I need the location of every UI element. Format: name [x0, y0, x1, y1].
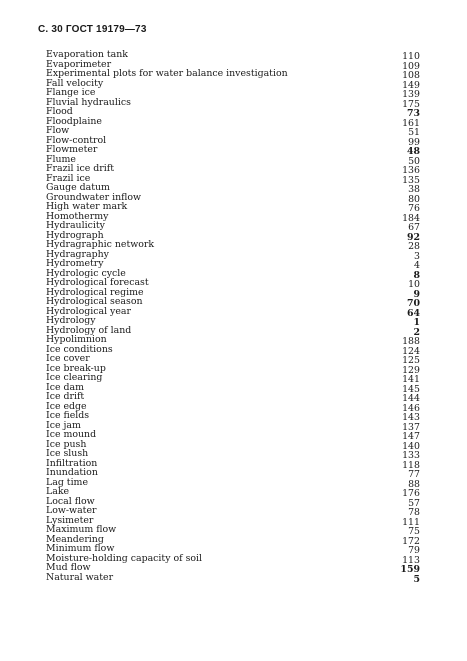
index-term-number: 135	[402, 174, 420, 186]
index-term-number: 111	[402, 516, 420, 528]
index-term: Groundwater inflow	[46, 191, 142, 203]
index-term: Hydragraphy	[46, 248, 109, 260]
index-term: Ice edge	[46, 400, 87, 412]
index-term-number: 51	[408, 127, 420, 138]
index-row	[38, 79, 420, 89]
index-term: Mud flow	[46, 562, 91, 573]
index-term-number: 78	[408, 507, 420, 518]
index-term-number: 92	[406, 231, 420, 243]
index-term-number: 113	[402, 554, 420, 566]
index-term-number: 188	[402, 336, 420, 347]
index-row	[38, 117, 420, 127]
index-term-number: 64	[406, 307, 420, 319]
index-term-number: 149	[402, 79, 420, 91]
index-row	[38, 506, 420, 516]
index-term-number: 38	[408, 184, 420, 195]
index-term: Minimum flow	[46, 543, 115, 554]
index-term-number: 75	[408, 526, 420, 537]
index-term: Hydrologic cycle	[46, 267, 126, 279]
index-term: Evaporation tank	[46, 49, 128, 60]
index-term: Hydrological forecast	[46, 277, 149, 288]
index-row	[38, 402, 420, 412]
index-term-number: 136	[402, 165, 420, 176]
index-term-number: 8	[413, 269, 420, 281]
index-term-number: 73	[406, 108, 420, 119]
index-term-number: 48	[406, 146, 420, 157]
index-term: Flow	[46, 125, 70, 136]
index-term-number: 50	[408, 155, 420, 167]
index-term: Hydrological year	[46, 305, 131, 317]
index-term-number: 133	[402, 450, 420, 461]
index-term: Ice cover	[46, 353, 90, 364]
index-term: Hydraulicity	[46, 220, 105, 231]
index-term: Natural water	[46, 571, 114, 583]
index-term: Flume	[46, 153, 76, 165]
index-row	[38, 145, 420, 155]
index-term-number: 28	[408, 241, 420, 252]
index-term-number: 184	[402, 212, 420, 224]
index-term-number: 145	[402, 383, 420, 395]
index-term-number: 76	[408, 203, 420, 214]
term-index-list	[38, 49, 420, 585]
index-term-number: 79	[408, 545, 420, 556]
index-row	[38, 478, 420, 488]
index-row	[38, 573, 420, 583]
index-term: Inundation	[46, 467, 98, 478]
index-row	[38, 383, 420, 393]
index-term-number: 129	[402, 364, 420, 376]
index-term-number: 143	[402, 412, 420, 423]
index-term-number: 176	[402, 488, 420, 499]
index-term-number: 108	[402, 70, 420, 81]
index-term-number: 4	[414, 260, 420, 271]
index-term: Ice slush	[46, 448, 89, 459]
index-term: Fall velocity	[46, 77, 104, 89]
index-term-number: 137	[402, 421, 420, 433]
index-term-number: 77	[408, 469, 420, 480]
index-term: High water mark	[46, 201, 128, 212]
index-term: Hydrology of land	[46, 324, 132, 336]
index-row	[38, 430, 420, 440]
index-term: Flood	[46, 106, 73, 117]
index-term-number: 5	[413, 573, 420, 585]
page-header: С. 30 ГОСТ 19179—73	[38, 24, 147, 35]
index-term: Frazil ice drift	[46, 163, 114, 174]
index-row	[38, 392, 420, 402]
index-term-number: 1	[413, 317, 420, 328]
index-term: Ice mound	[46, 429, 97, 440]
index-term-number: 140	[402, 440, 420, 452]
index-term: Homothermy	[46, 210, 109, 222]
index-term-number: 99	[408, 136, 420, 148]
index-term: Meandering	[46, 533, 104, 545]
index-term-number: 9	[413, 288, 420, 300]
index-term: Moisture-holding capacity of soil	[46, 552, 203, 564]
index-term: Ice break-up	[46, 362, 106, 374]
index-row	[38, 554, 420, 564]
index-row	[38, 345, 420, 355]
index-term: Hydrograph	[46, 229, 104, 241]
index-term-number: 161	[402, 117, 420, 129]
index-term: Infiltration	[46, 457, 98, 469]
index-term-number: 172	[402, 535, 420, 547]
index-term-number: 57	[408, 497, 420, 509]
index-term-number: 109	[402, 60, 420, 72]
index-term-number: 3	[414, 250, 420, 262]
index-term: Ice drift	[46, 391, 85, 402]
index-term-number: 124	[402, 345, 420, 357]
index-term: Hypolimnion	[46, 334, 107, 345]
index-term: Lysimeter	[46, 514, 94, 526]
index-term-number: 144	[402, 393, 420, 404]
index-term-number: 175	[402, 98, 420, 110]
index-term: Ice fields	[46, 410, 90, 421]
index-term-number: 125	[402, 355, 420, 366]
index-term-number: 146	[402, 402, 420, 414]
index-term: Hydrometry	[46, 258, 104, 269]
index-term: Ice jam	[46, 419, 81, 431]
index-row	[38, 440, 420, 450]
index-term: Hydrological season	[46, 296, 143, 307]
index-term: Hydrological regime	[46, 286, 144, 298]
index-term-number: 118	[402, 459, 420, 471]
index-term-number: 2	[413, 326, 420, 338]
index-row	[38, 411, 420, 421]
index-term: Ice push	[46, 438, 87, 450]
index-term: Frazil ice	[46, 172, 91, 184]
index-term-number: 80	[408, 193, 420, 205]
index-term: Low-water	[46, 505, 97, 516]
index-term-number: 147	[402, 431, 420, 442]
index-term: Lag time	[46, 476, 88, 488]
index-term-number: 88	[408, 478, 420, 490]
index-term-number: 141	[402, 374, 420, 385]
index-row	[38, 468, 420, 478]
index-term: Fluvial hydraulics	[46, 96, 131, 108]
index-term-number: 70	[406, 298, 420, 309]
index-term: Local flow	[46, 495, 95, 507]
index-row	[38, 164, 420, 174]
index-term: Hydrology	[46, 315, 96, 326]
index-term: Hydragraphic network	[46, 239, 155, 250]
index-term: Ice dam	[46, 381, 84, 393]
index-term-number: 67	[408, 222, 420, 233]
index-term-number: 159	[400, 564, 420, 575]
index-term: Evaporimeter	[46, 58, 112, 70]
index-term: Maximum flow	[46, 524, 117, 535]
index-term: Lake	[46, 486, 70, 497]
index-term-number: 139	[402, 89, 420, 100]
index-term: Ice conditions	[46, 343, 113, 355]
index-term: Flow-control	[46, 134, 107, 146]
index-term: Ice clearing	[46, 372, 103, 383]
index-term-number: 110	[402, 51, 420, 62]
index-term: Flowmeter	[46, 144, 98, 155]
index-term: Experimental plots for water balance investigation	[46, 68, 288, 79]
index-row	[38, 98, 420, 108]
index-term: Gauge datum	[46, 182, 110, 193]
index-row	[38, 373, 420, 383]
index-term: Floodplaine	[46, 115, 102, 127]
index-term: Flange ice	[46, 87, 96, 98]
index-row	[38, 487, 420, 497]
index-term-number: 10	[408, 279, 420, 290]
